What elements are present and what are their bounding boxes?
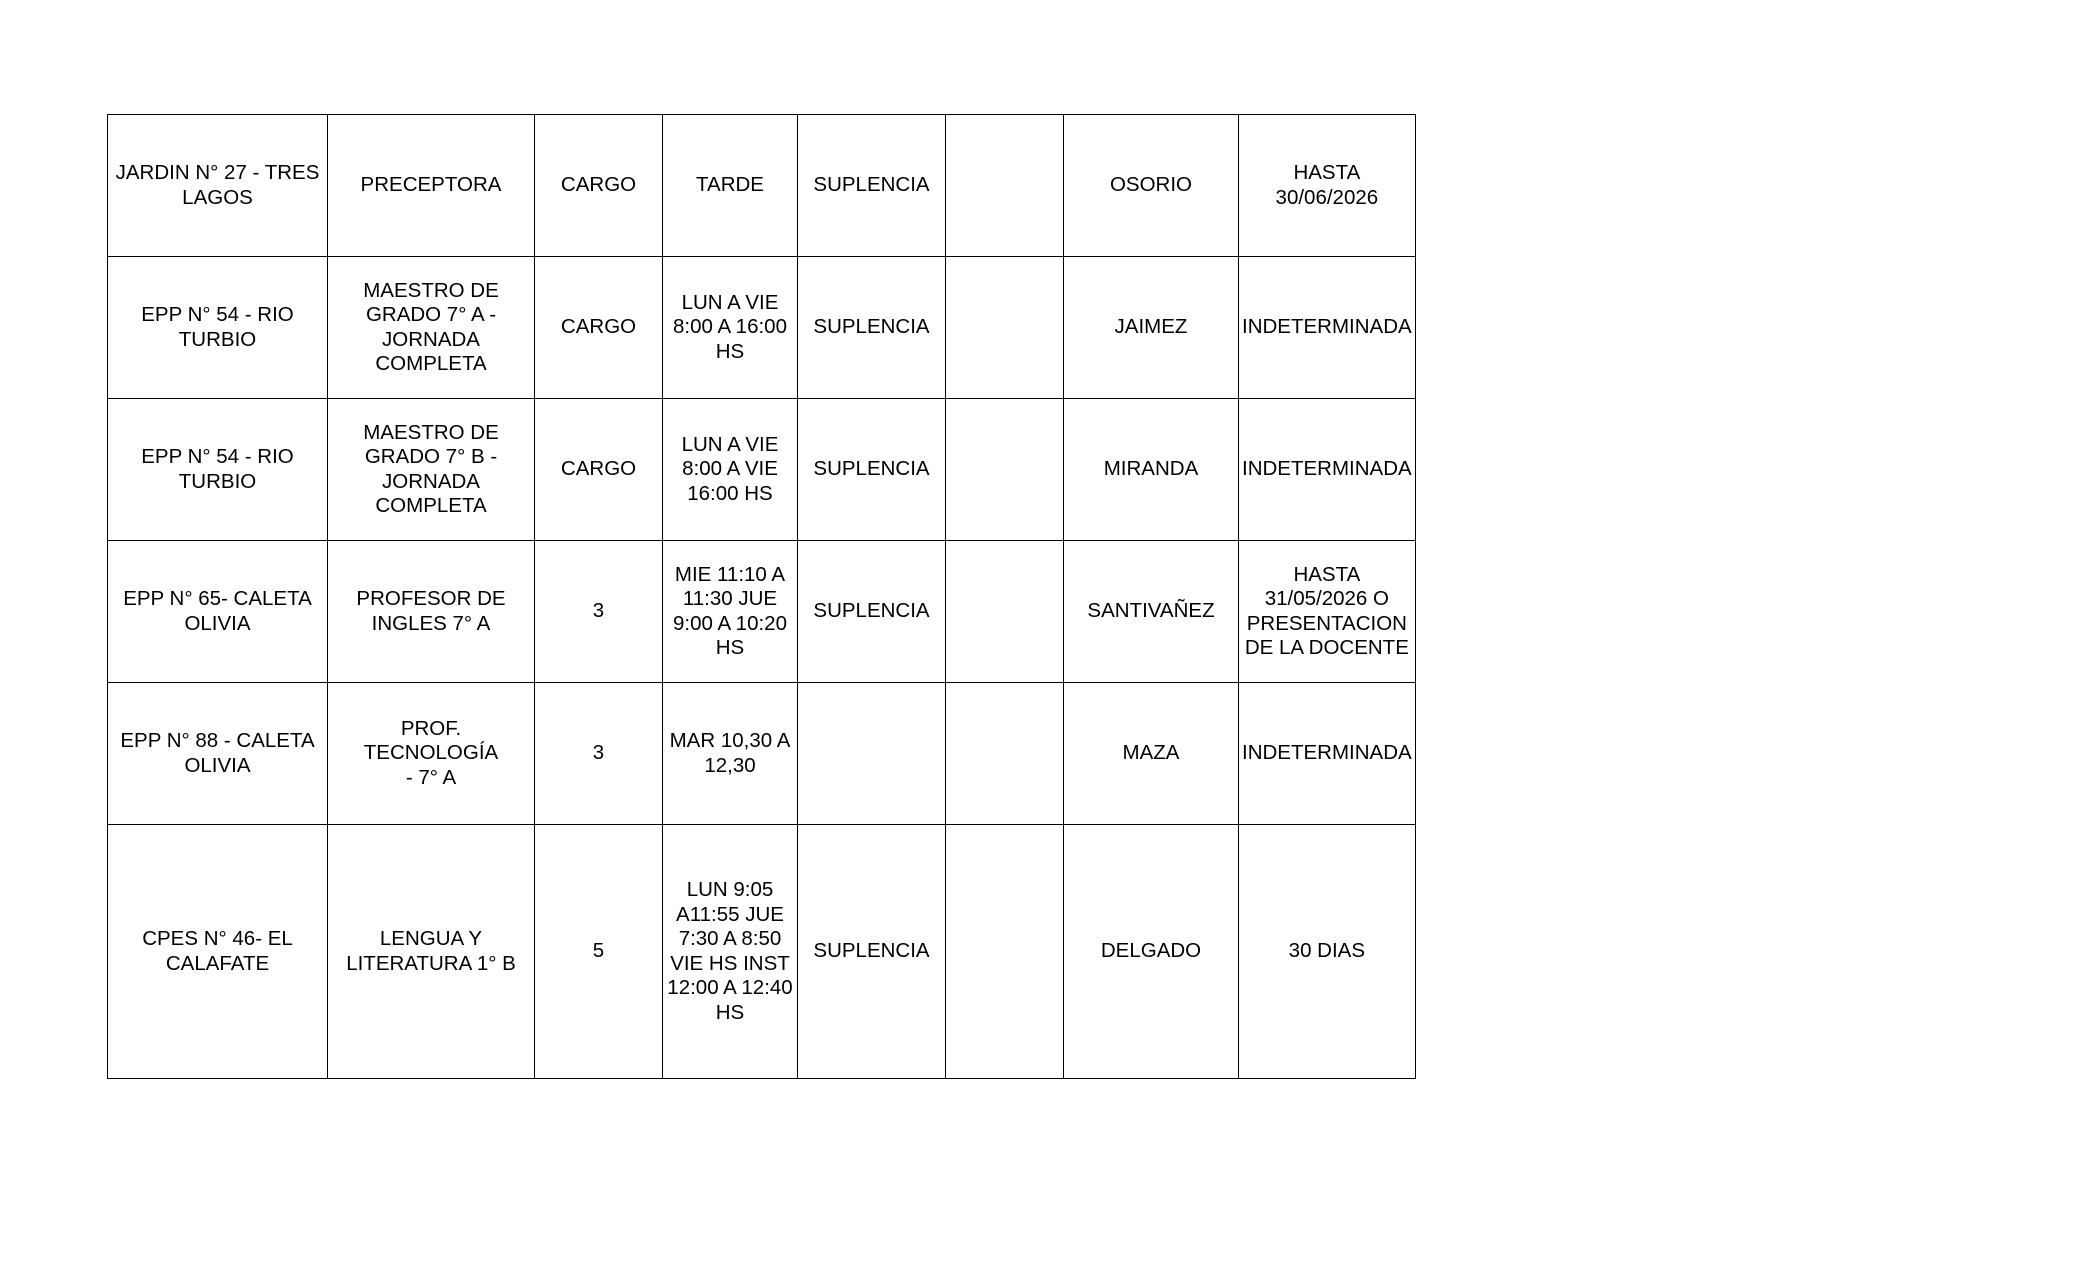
cell-hours: 3 [535, 541, 663, 683]
cell-type: SUPLENCIA [798, 399, 946, 541]
cell-type: SUPLENCIA [798, 541, 946, 683]
cell-school: EPP N° 88 - CALETA OLIVIA [108, 683, 328, 825]
cell-hours: CARGO [535, 399, 663, 541]
table-row [108, 825, 1416, 1079]
table-row [108, 257, 1416, 399]
cell-type [798, 683, 946, 825]
cell-school: EPP N° 65- CALETA OLIVIA [108, 541, 328, 683]
cell-blank [946, 115, 1064, 257]
table-row [108, 541, 1416, 683]
cell-surname: MAZA [1064, 683, 1239, 825]
cell-blank [946, 825, 1064, 1079]
cell-blank [946, 541, 1064, 683]
cell-surname: SANTIVAÑEZ [1064, 541, 1239, 683]
cell-school: JARDIN N° 27 - TRES LAGOS [108, 115, 328, 257]
cell-type: SUPLENCIA [798, 825, 946, 1079]
cell-blank [946, 257, 1064, 399]
cell-duration: INDETERMINADA [1239, 399, 1416, 541]
cell-schedule: LUN A VIE 8:00 A VIE 16:00 HS [663, 399, 798, 541]
cell-duration: 30 DIAS [1239, 825, 1416, 1079]
cell-hours: 3 [535, 683, 663, 825]
cell-school: CPES N° 46- EL CALAFATE [108, 825, 328, 1079]
cell-blank [946, 683, 1064, 825]
cell-hours: 5 [535, 825, 663, 1079]
cell-schedule: LUN 9:05 A11:55 JUE 7:30 A 8:50 VIE HS INST 12:00 A 12:40 HS [663, 825, 798, 1079]
cell-schedule: MIE 11:10 A 11:30 JUE 9:00 A 10:20 HS [663, 541, 798, 683]
cell-position: PRECEPTORA [328, 115, 535, 257]
cell-surname: MIRANDA [1064, 399, 1239, 541]
table-row [108, 115, 1416, 257]
cell-school: EPP N° 54 - RIO TURBIO [108, 257, 328, 399]
cell-surname: JAIMEZ [1064, 257, 1239, 399]
cell-schedule: LUN A VIE 8:00 A 16:00 HS [663, 257, 798, 399]
cell-position: PROF. TECNOLOGÍA - 7° A [328, 683, 535, 825]
table-row [108, 683, 1416, 825]
cell-position: PROFESOR DE INGLES 7° A [328, 541, 535, 683]
cell-surname: DELGADO [1064, 825, 1239, 1079]
cell-duration: INDETERMINADA [1239, 257, 1416, 399]
cell-surname: OSORIO [1064, 115, 1239, 257]
cell-duration: HASTA 31/05/2026 O PRESENTACION DE LA DOCENTE [1239, 541, 1416, 683]
cell-position: MAESTRO DE GRADO 7° A - JORNADA COMPLETA [328, 257, 535, 399]
cell-type: SUPLENCIA [798, 257, 946, 399]
cell-blank [946, 399, 1064, 541]
cell-schedule: MAR 10,30 A 12,30 [663, 683, 798, 825]
cell-hours: CARGO [535, 257, 663, 399]
cell-duration: INDETERMINADA [1239, 683, 1416, 825]
cell-schedule: TARDE [663, 115, 798, 257]
cell-hours: CARGO [535, 115, 663, 257]
table-row [108, 399, 1416, 541]
cell-position: LENGUA Y LITERATURA 1° B [328, 825, 535, 1079]
cell-duration: HASTA 30/06/2026 [1239, 115, 1416, 257]
cell-school: EPP N° 54 - RIO TURBIO [108, 399, 328, 541]
cell-type: SUPLENCIA [798, 115, 946, 257]
assignments-table [107, 114, 1416, 1079]
cell-position: MAESTRO DE GRADO 7° B - JORNADA COMPLETA [328, 399, 535, 541]
